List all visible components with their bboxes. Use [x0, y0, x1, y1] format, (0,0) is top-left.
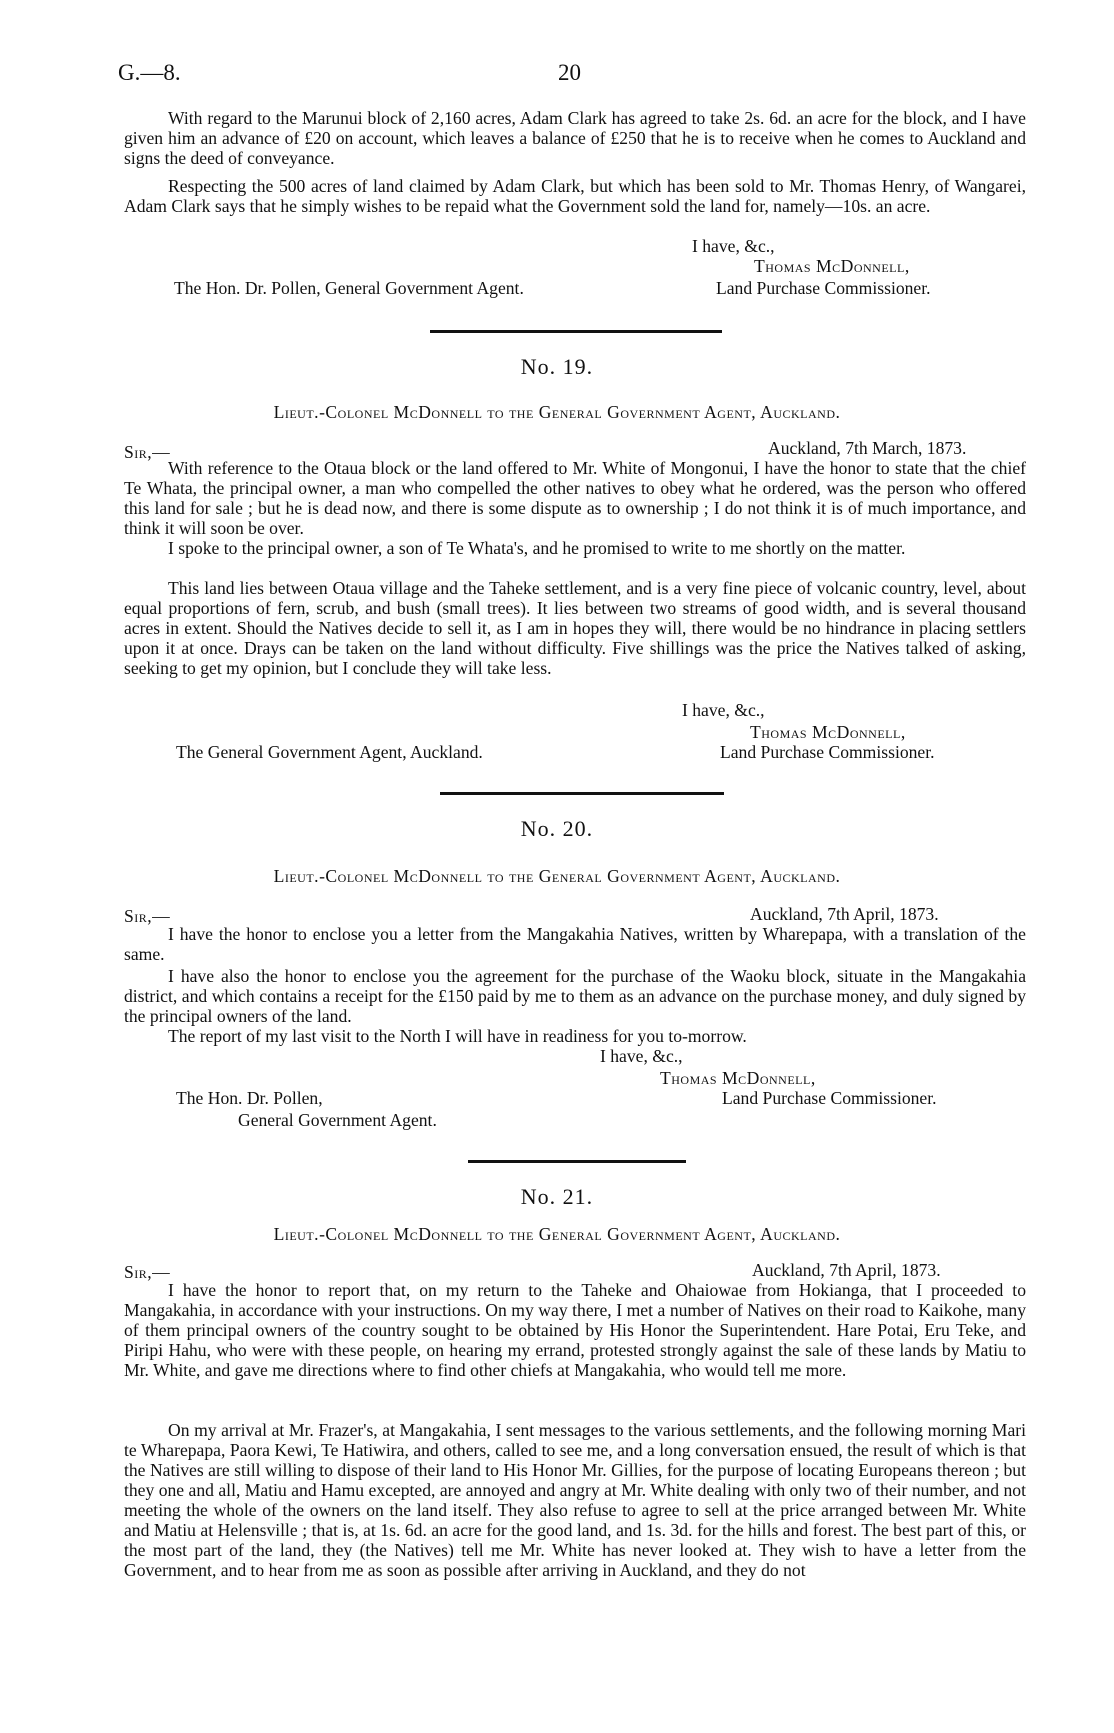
letter-21-salutation: Sir,—: [124, 1262, 171, 1282]
series-code: G.—8.: [118, 60, 181, 85]
letter-20-heading: Lieut.-Colonel McDonnell to the General Government Agent, Auckland.: [273, 866, 841, 886]
letter-21-number: No. 21.: [520, 1184, 594, 1209]
letter-19-heading: Lieut.-Colonel McDonnell to the General Government Agent, Auckland.: [273, 402, 841, 422]
letter-20-paragraph-1: I have the honor to enclose you a letter from the Mangakahia Natives, written by Wharepapa, with a translation of the same.: [124, 924, 1026, 964]
letter-20-closing: I have, &c.,: [600, 1046, 683, 1066]
letter-20-number: No. 20.: [520, 816, 594, 841]
letter-19-paragraph-2: I spoke to the principal owner, a son of Te Whata's, and he promised to write to me shortly on the matter.: [168, 538, 906, 558]
letter-20-salutation: Sir,—: [124, 906, 171, 926]
intro-signer-title: Land Purchase Commissioner.: [716, 278, 931, 298]
letter-19-signer-name: Thomas McDonnell,: [750, 722, 906, 742]
letter-21-paragraph-1: I have the honor to report that, on my return to the Taheke and Ohaiowae from Hokianga, that I proceeded to Mangakahia, in accordance with your instructions. On my way there, I met a number of Natives on their road to Kaikohe, many of them principal owners of the country sought to be obtained by His Honor the Superintendent. Hare Potai, Eru Teke, and Piripi Hahu, who were with these people, on hearing my errand, protested strongly against the sale of these lands by Matiu to Mr. White, and gave me directions where to find other chiefs at Mangakahia, who would tell me more.: [124, 1280, 1026, 1380]
intro-addressee: The Hon. Dr. Pollen, General Government Agent.: [174, 278, 524, 298]
letter-20-addressee-line-1: The Hon. Dr. Pollen,: [176, 1088, 323, 1108]
intro-paragraph-1: With regard to the Marunui block of 2,160 acres, Adam Clark has agreed to take 2s. 6d. an acre for the block, and I have given him an advance of £20 on account, which leaves a balance of £250 that he is to receive when he comes to Auckland and signs the deed of conveyance.: [124, 108, 1026, 168]
letter-19-date: Auckland, 7th March, 1873.: [768, 438, 967, 458]
letter-19-salutation: Sir,—: [124, 442, 171, 462]
intro-closing: I have, &c.,: [692, 236, 775, 256]
intro-paragraph-2: Respecting the 500 acres of land claimed by Adam Clark, but which has been sold to Mr. Thomas Henry, of Wangarei, Adam Clark says that he simply wishes to be repaid what the Government sold the land for, namely—10s. an acre.: [124, 176, 1026, 216]
letter-20-signer-title: Land Purchase Commissioner.: [722, 1088, 937, 1108]
letter-19-addressee: The General Government Agent, Auckland.: [176, 742, 483, 762]
letter-20-addressee-line-2: General Government Agent.: [238, 1110, 437, 1130]
letter-20-signer-name: Thomas McDonnell,: [660, 1068, 816, 1088]
section-divider: [440, 792, 724, 795]
page-number: 20: [558, 60, 581, 85]
letter-19-signer-title: Land Purchase Commissioner.: [720, 742, 935, 762]
letter-20-paragraph-2: I have also the honor to enclose you the agreement for the purchase of the Waoku block, situate in the Mangakahia district, and which contains a receipt for the £150 paid by me to them as an advance on the purchase money, and duly signed by the principal owners of the land.: [124, 966, 1026, 1026]
letter-19-paragraph-3: This land lies between Otaua village and the Taheke settlement, and is a very fine piece of volcanic country, level, about equal proportions of fern, scrub, and bush (small trees). It lies between two streams of good width, and is several thousand acres in extent. Should the Natives decide to sell it, as I am in hopes they will, there would be no hindrance in placing settlers upon it at once. Drays can be taken on the land without difficulty. Five shillings was the price the Natives talked of asking, seeking to get my opinion, but I conclude they will take less.: [124, 578, 1026, 678]
intro-signer-name: Thomas McDonnell,: [754, 256, 910, 276]
letter-21-date: Auckland, 7th April, 1873.: [752, 1260, 941, 1280]
letter-20-paragraph-3: The report of my last visit to the North I will have in readiness for you to-morrow.: [168, 1026, 747, 1046]
letter-21-heading: Lieut.-Colonel McDonnell to the General Government Agent, Auckland.: [273, 1224, 841, 1244]
letter-21-paragraph-2: On my arrival at Mr. Frazer's, at Mangakahia, I sent messages to the various settlements, and the following morning Mari te Wharepapa, Paora Kewi, Te Hatiwira, and others, called to see me, and a long conversation ensued, the result of which is that the Natives are still willing to dispose of their land to His Honor Mr. Gillies, for the purpose of locating Europeans thereon ; but they one and all, Matiu and Hamu excepted, are annoyed and angry at Mr. White dealing with only two of their number, and not meeting the whole of the owners on the land itself. They also refuse to agree to sell at the price arranged between Mr. White and Matiu at Helensville ; that is, at 1s. 6d. an acre for the good land, and 1s. 3d. for the hills and forest. The best part of this, or the most part of the land, they (the Natives) tell me Mr. White has never looked at. They wish to have a letter from the Government, and to hear from me as soon as possible after arriving in Auckland, and they do not: [124, 1420, 1026, 1580]
section-divider: [430, 330, 722, 333]
letter-19-closing: I have, &c.,: [682, 700, 765, 720]
section-divider: [468, 1160, 686, 1163]
letter-20-date: Auckland, 7th April, 1873.: [750, 904, 939, 924]
letter-19-paragraph-1: With reference to the Otaua block or the land offered to Mr. White of Mongonui, I have the honor to state that the chief Te Whata, the principal owner, a man who compelled the other natives to obey what he ordered, was the person who offered this land for sale ; but he is dead now, and there is some dispute as to ownership ; I do not think it is of much importance, and think it will soon be over.: [124, 458, 1026, 538]
letter-19-number: No. 19.: [520, 354, 594, 379]
